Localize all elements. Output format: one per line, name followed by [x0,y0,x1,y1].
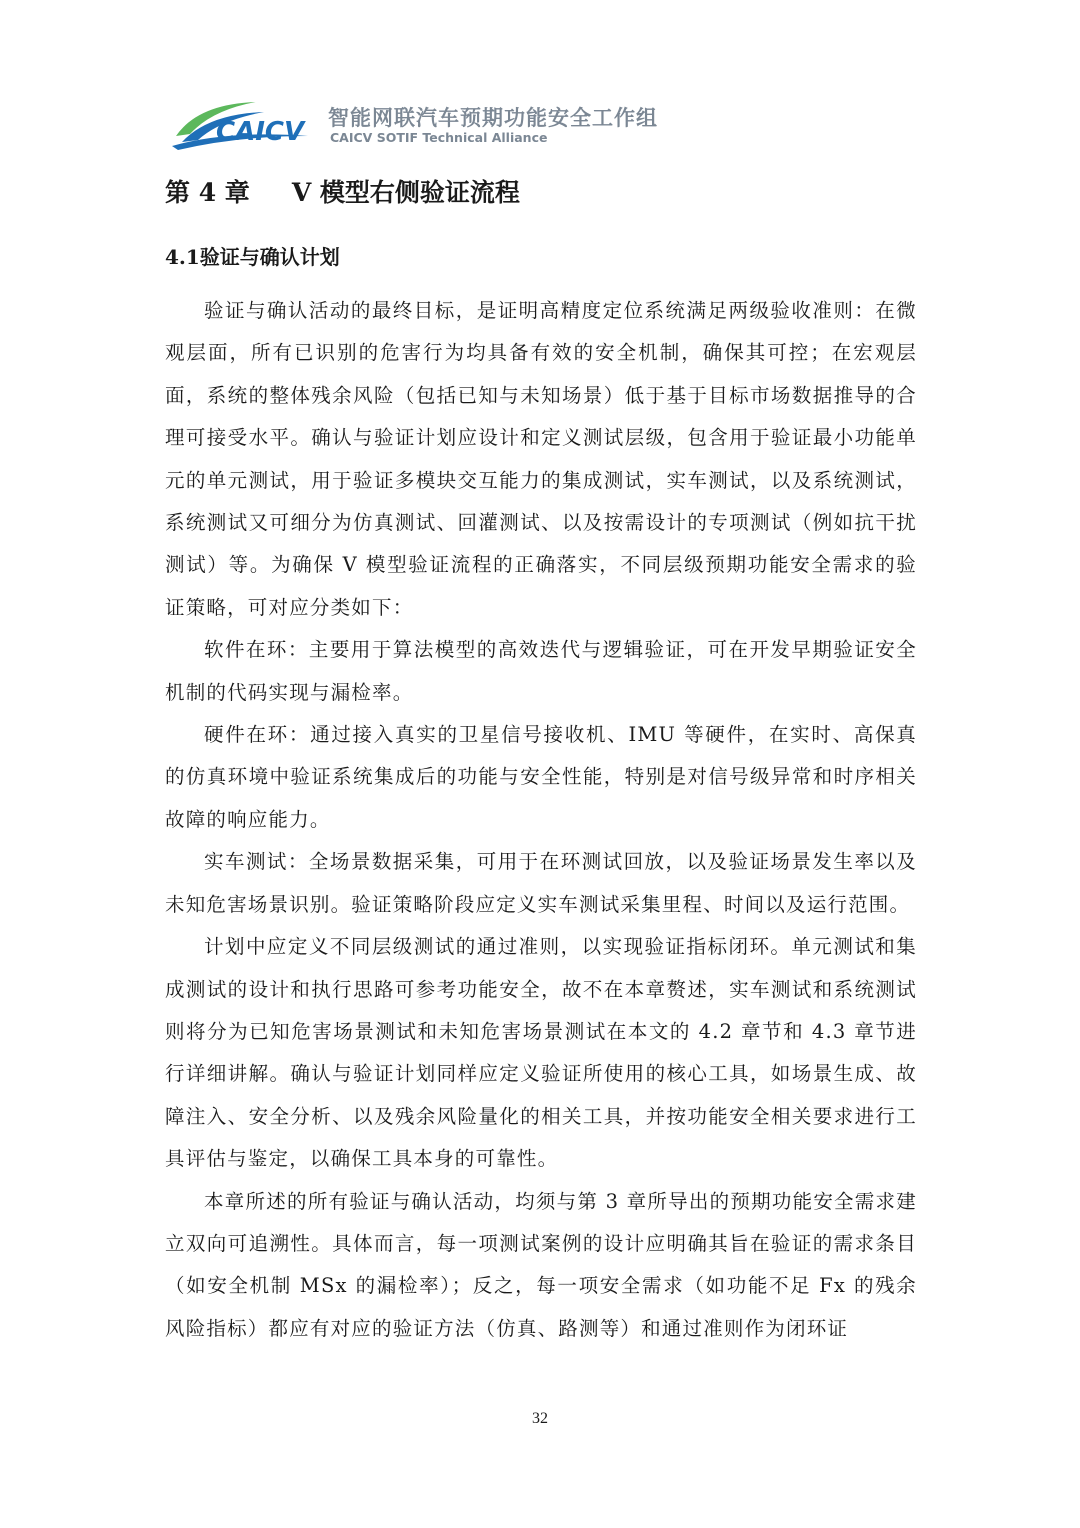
paragraph: 软件在环：主要用于算法模型的高效迭代与逻辑验证，可在开发早期验证安全机制的代码实现与漏检率。 [165,638,917,704]
paragraph: 本章所述的所有验证与确认活动，均须与第 3 章所导出的预期功能安全需求建立双向可追溯性。具体而言，每一项测试案例的设计应明确其旨在验证的需求条目（如安全机制 MSx 的漏检率）；反之，每一项安全需求（如功能不足 Fx 的残余风险指标）都应有对应的验证方法（仿真、路测等）和通过准则作为闭环证 [165,1189,917,1340]
page-number: 32 [532,1410,548,1427]
chapter-number: 第 4 章 [165,178,250,207]
section-number: 4.1 [165,245,200,269]
section-heading [165,241,340,270]
chapter-heading [165,173,520,209]
paragraph: 计划中应定义不同层级测试的通过准则，以实现验证指标闭环。单元测试和集成测试的设计和执行思路可参考功能安全，故不在本章赘述，实车测试和系统测试则将分为已知危害场景测试和未知危害场景测试在本文的 4.2 章节和 4.3 章节进行详细讲解。确认与验证计划同样应定义验证所使用的核心工具，如场景生成、故障注入、安全分析、以及残余风险量化的相关工具，并按功能安全相关要求进行工具评估与鉴定，以确保工具本身的可靠性。 [165,935,917,1171]
paragraph: 实车测试：全场景数据采集，可用于在环测试回放，以及验证场景发生率以及未知危害场景识别。验证策略阶段应定义实车测试采集里程、时间以及运行范围。 [165,850,917,916]
body-text [165,290,917,1350]
paragraph: 验证与确认活动的最终目标，是证明高精度定位系统满足两级验收准则：在微观层面，所有已识别的危害行为均具备有效的安全机制，确保其可控；在宏观层面，系统的整体残余风险（包括已知与未知场景）低于基于目标市场数据推导的合理可接受水平。确认与验证计划应设计和定义测试层级，包含用于验证最小功能单元的单元测试，用于验证多模块交互能力的集成测试，实车测试，以及系统测试，系统测试又可细分为仿真测试、回灌测试、以及按需设计的专项测试（例如抗干扰测试）等。为确保 V 模型验证流程的正确落实，不同层级预期功能安全需求的验证策略，可对应分类如下： [165,299,917,619]
paragraph: 硬件在环：通过接入真实的卫星信号接收机、IMU 等硬件，在实时、高保真的仿真环境中验证系统集成后的功能与安全性能，特别是对信号级异常和时序相关故障的响应能力。 [165,723,917,831]
caicv-logo [168,96,320,152]
svg-text:CAICV: CAICV [216,117,305,147]
page-header [168,96,688,152]
org-name-cn: 智能网联汽车预期功能安全工作组 [328,106,658,130]
org-name-en: CAICV SOTIF Technical Alliance [330,130,548,145]
chapter-title: V 模型右侧验证流程 [291,178,520,207]
section-title: 验证与确认计划 [199,245,340,269]
